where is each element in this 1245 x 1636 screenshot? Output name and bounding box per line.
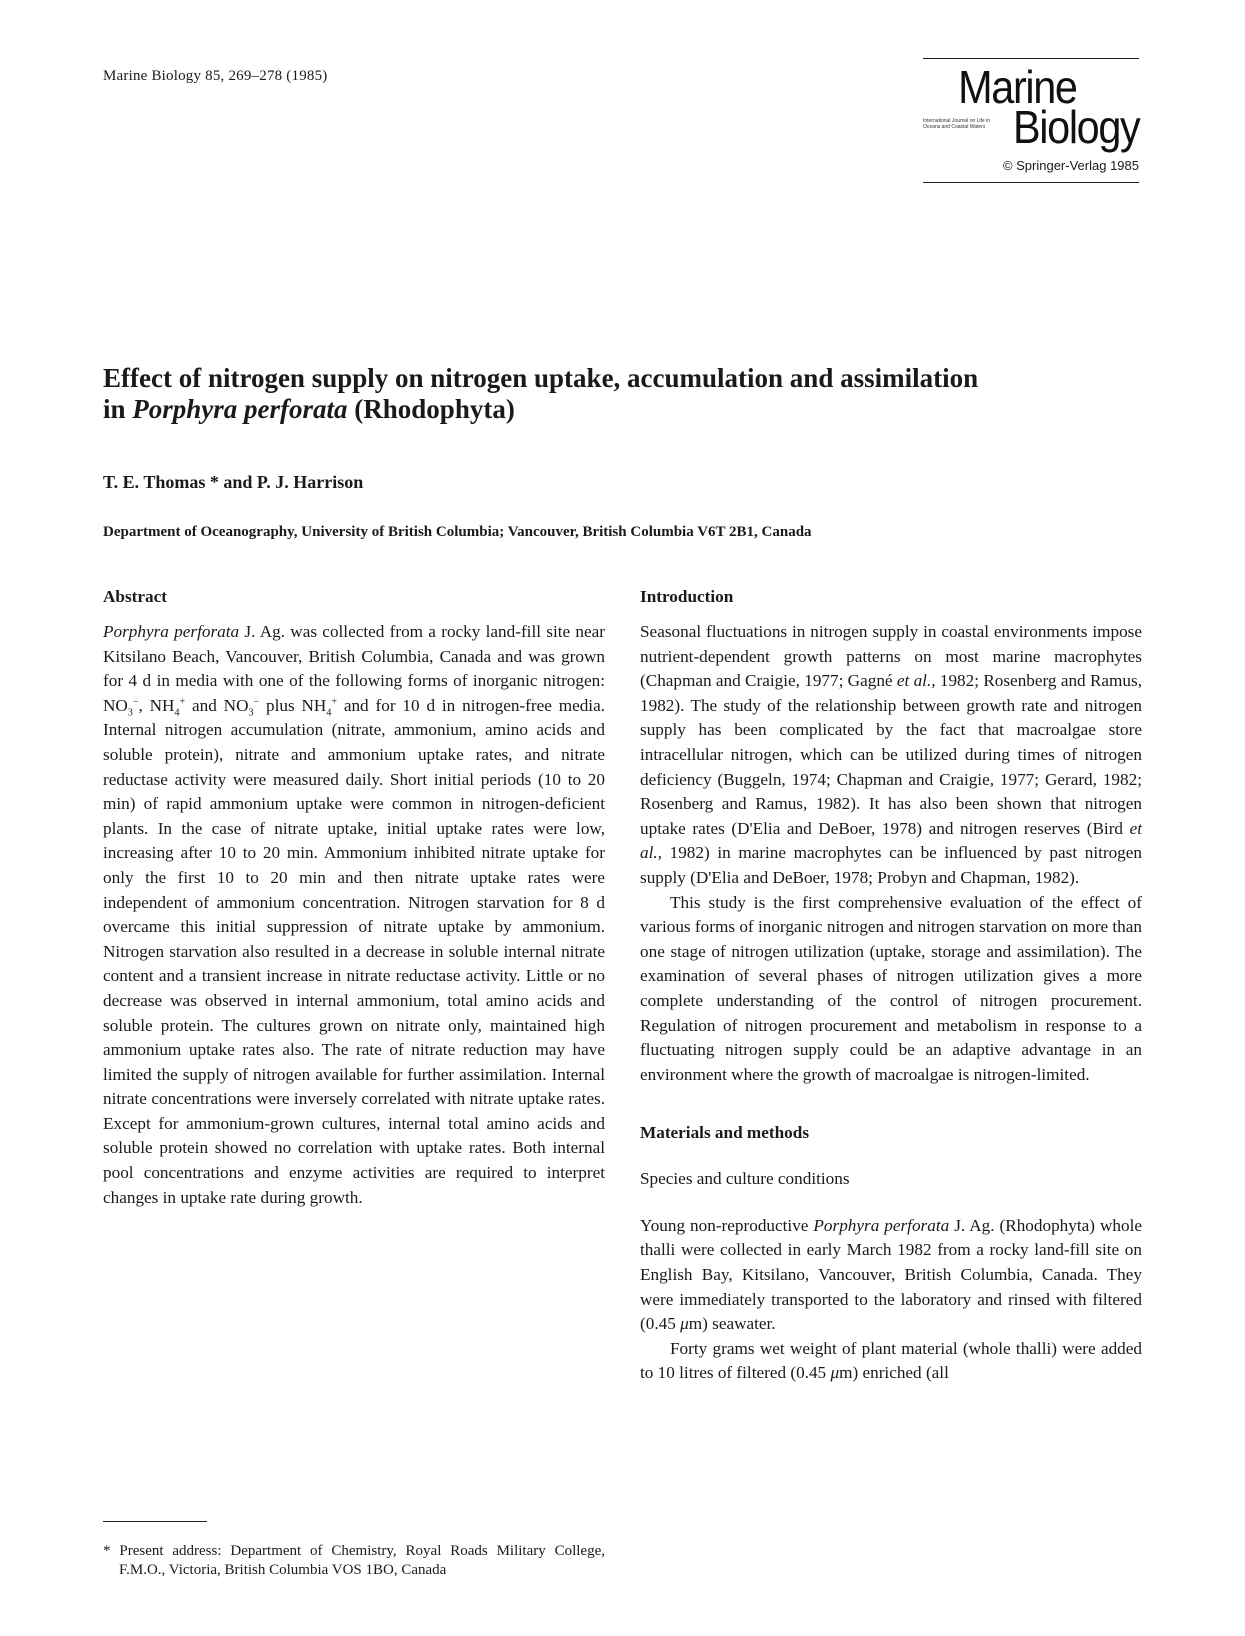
publisher-copyright: © Springer-Verlag 1985 [1002,158,1139,173]
methods-p1-a: Young non-reproductive [640,1215,814,1235]
methods-subheading: Species and culture conditions [640,1169,850,1189]
methods-p1-b: J. Ag. (Rhodophyta) whole thalli were collected in early March 1982 from a rocky land-fill site on English Bay, Kitsilano, Vancouver, British Columbia, Canada. They were immediately transported to the laboratory and rinsed with filtered (0.45 [640,1215,1142,1334]
intro-p1-a: Seasonal fluctuations in nitrogen supply in coastal environments impose nutrient-dependent growth patterns on most marine macrophytes (Chapman and Craigie, 1977; Gagné [640,622,1142,691]
no3-base: NO [103,695,128,715]
article-title [103,363,1003,425]
logo-tagline: International Journal on Life in Oceans and Coastal Waters [923,118,990,130]
methods-p1 [640,1214,1142,1337]
chem-no3 [103,695,139,719]
chem-nh4 [149,695,186,719]
right-column [640,585,1142,1386]
no3b-base: NO [223,695,249,715]
intro-p1-b: 1982; Rosenberg and Ramus, 1982). The study of the relationship between growth rate and nitrogen supply has been complicated by the fact that macroalgae store intracellular nitrogen, which can be utilized during times of nitrogen deficiency (Buggeln, 1974; Chapman and Craigie, 1977; Gerard, 1982; Rosenberg and Ramus, 1982). It has also been shown that nitrogen uptake rates (D'Elia and DeBoer, 1978) and nitrogen reserves (Bird [640,671,1142,838]
abstract-column [103,585,605,1210]
methods-p2-b: m) enriched (all [839,1363,949,1383]
logo-word-biology: Biology [1012,101,1139,153]
abstract-seg2: and for 10 d in nitrogen-free media. Internal nitrogen accumulation (nitrate, ammonium, amino acids and soluble protein), nitrate and ammonium uptake rates, and nitrate reductase activity were measured daily. Short initial periods (10 to 20 min) of rapid ammonium uptake were common in nitrogen-deficient plants. In the case of nitrate uptake, initial uptake rates were low, increasing after 10 to 20 min. Ammonium inhibited nitrate uptake for only the first 10 to 20 min and then nitrate uptake rates were independent of ammonium concentration. Nitrogen starvation for 8 d overcame this initial suppression of nitrate uptake by ammonium. Nitrogen starvation also resulted in a decrease in soluble internal nitrate content and a transient increase in nitrate reductase activity. Little or no decrease was observed in internal ammonium, total amino acids and soluble protein. The cultures grown on nitrate only, maintained high ammonium uptake rates also. The rate of nitrate reduction may have limited the supply of nitrogen available for further assimilation. Internal nitrate concentrations were inversely correlated with nitrate uptake rates. Except for ammonium-grown cultures, internal total amino acids and soluble protein showed no correlation with uptake rates. Both internal pool concentrations and enzyme activities are required to interpret changes in uptake rate during growth. [103,695,605,1207]
nh4-base: NH [149,695,175,715]
intro-p1-c: 1982) in marine macrophytes can be influenced by past nitrogen supply (D'Elia and DeBoer, 1978; Probyn and Chapman, 1982). [640,843,1142,887]
abstract-and: and [185,695,224,715]
affiliation: Department of Oceanography, University of British Columbia; Vancouver, British Columbia V6T 2B1, Canada [103,524,812,540]
introduction-heading: Introduction [640,587,734,606]
no3-sub: 3 [127,707,133,719]
abstract-text [103,620,605,1210]
methods-p2 [640,1337,1142,1386]
logo-word-marine: Marine [958,61,1077,113]
nh4-charge: + [179,696,186,708]
intro-etal-2: et al., [640,818,1142,863]
nh4b-charge: + [331,696,337,708]
journal-logo [923,58,1139,186]
nh4-sub: 4 [174,707,180,719]
footnote-rule [103,1521,207,1522]
mu-symbol: μ [680,1314,689,1334]
methods-species: Porphyra perforata [813,1215,950,1235]
no3b-charge: − [253,696,260,708]
logo-top-rule [923,58,1139,59]
abstract-heading: Abstract [103,587,167,606]
intro-etal-1: et al., [896,671,936,691]
no3b-sub: 3 [248,707,254,719]
title-part2: (Rhodophyta) [347,394,515,424]
abstract-seg1: J. Ag. was collected from a rocky land-fill site near Kitsilano Beach, Vancouver, British Columbia, Canada and was grown for 4 d in media with one of the following forms of inorganic nitrogen: [103,622,606,691]
chem-nh4-b [301,695,337,719]
title-part1: Effect of nitrogen supply on nitrogen uptake, accumulation and assimilation in [103,363,979,424]
methods-heading: Materials and methods [640,1123,810,1143]
abstract-species: Porphyra perforata [103,622,240,641]
abstract-plus-word: plus [259,695,302,715]
logo-bottom-rule [923,182,1139,183]
nh4b-sub: 4 [326,707,332,719]
abstract-comma: , [138,695,150,715]
introduction-p2: This study is the first comprehensive evaluation of the effect of various forms of inorganic nitrogen and nitrogen starvation on more than one stage of nitrogen utilization (uptake, storage and assimilation). The examination of several phases of nitrogen utilization gives a more complete understanding of the control of nitrogen procurement. Regulation of nitrogen procurement and metabolism in response to a fluctuating nitrogen supply could be an adaptive advantage in an environment where the growth of macroalgae is nitrogen-limited. [640,892,1142,1084]
journal-citation: Marine Biology 85, 269–278 (1985) [103,68,328,84]
chem-no3-b [223,695,260,719]
title-species: Porphyra perforata [132,394,348,424]
footnote: * Present address: Department of Chemistry, Royal Roads Military College, F.M.O., Victoria, British Columbia VOS 1BO, Canada [103,1543,605,1578]
methods-p2-a: Forty grams wet weight of plant material (whole thalli) were added to 10 litres of filtered (0.45 [640,1338,1142,1383]
nh4b-base: NH [301,695,327,715]
methods-p1-c: m) seawater. [688,1314,776,1334]
no3-charge: − [132,696,139,708]
introduction-p1 [640,620,1142,891]
mu-symbol-2: μ [830,1363,840,1383]
authors: T. E. Thomas * and P. J. Harrison [103,472,364,492]
